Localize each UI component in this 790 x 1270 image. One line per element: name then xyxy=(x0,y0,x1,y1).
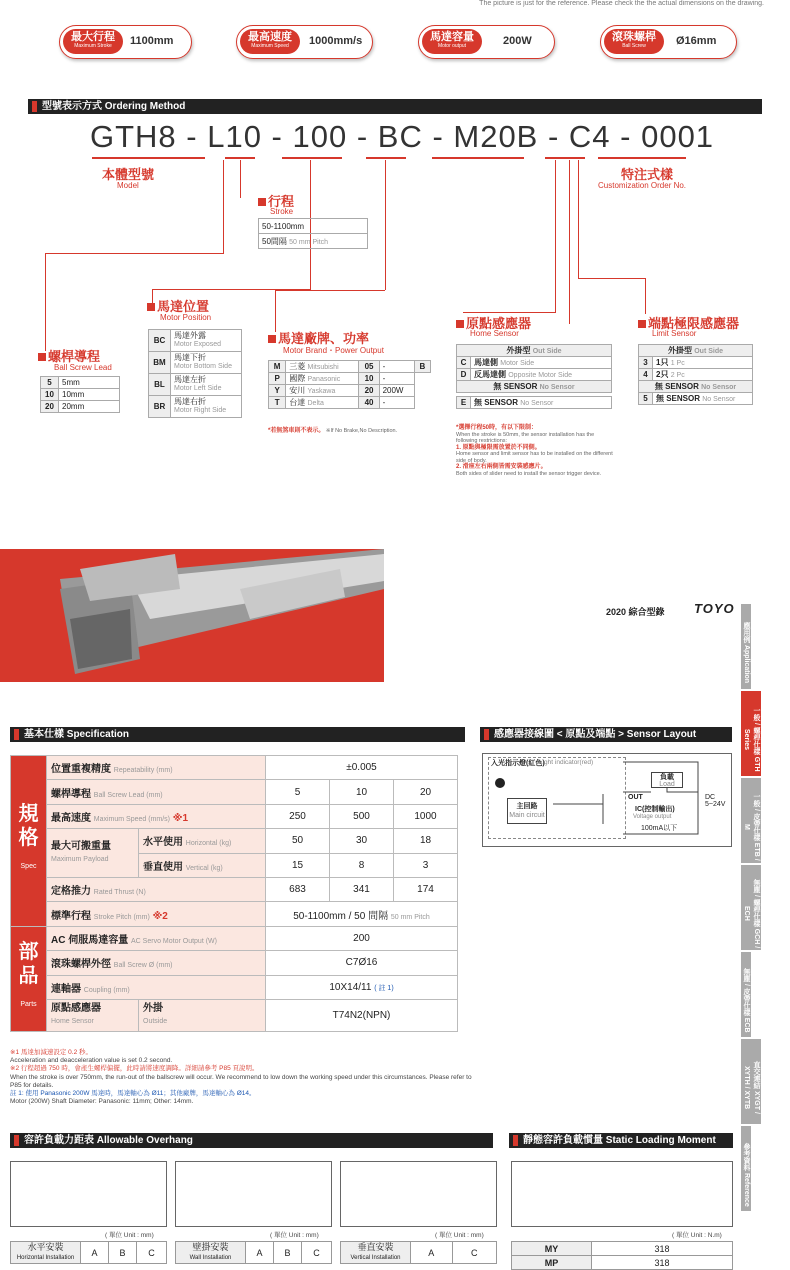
spec-group: 規格 Spec xyxy=(11,756,47,927)
stroke-label: 行程 xyxy=(258,191,294,210)
model-label: 本體型號 xyxy=(102,167,155,182)
tab-gch[interactable]: 無塵 / 螺桿仕樣 GCH / ECH xyxy=(741,865,761,952)
model-code: GTH8 - L10 - 100 - BC - M20B - C4 - 0001 xyxy=(90,119,715,154)
home-sensor-table: 外掛型 Out Side C 馬達側 Motor Side D 反馬達側 Opposite Motor Side 無 SENSOR No Sensor E 無 SENSOR No Sensor xyxy=(456,344,612,409)
overhang-title: 容許負載力距表 Allowable Overhang xyxy=(10,1133,493,1148)
ordering-title: 型號表示方式 Ordering Method xyxy=(28,99,762,114)
stroke-table: 50-1100mm 50間隔 50 mm Pitch xyxy=(258,218,368,249)
position-table: BC 馬達外露 Motor Exposed BM 馬達下折 Motor Bottom Side BL 馬達左折 Motor Left Side BR 馬達右折 Motor Right Side xyxy=(148,329,242,418)
product-hero xyxy=(0,549,384,682)
spec-pill-speed: 最高速度 Maximum Speed 1000mm/s xyxy=(236,25,373,59)
overhang-horizontal-table: 水平安裝 Horizontal Installation A B C xyxy=(10,1241,167,1264)
moment-table: MY 318 MP 318 xyxy=(511,1241,733,1270)
sensor-diagram: 入光指示燈(紅色) Light indicator(red) 主回路 Main circuit OUT IC(控制輸出) Voltage output 100mA以下 負載 Load DC 5~24V xyxy=(482,753,732,847)
section-tabs xyxy=(741,604,790,1213)
spec-table: 規格 Spec 位置重複精度 Repeatability (mm) ±0.005 螺桿導程 Ball Screw Lead (mm) 5 10 20 最高速度 Maximum Speed (mm/s) ※1 250 500 1000 最大可搬重量 Maximum Payload 水平使用 Horizontal (kg) 50 30 18 垂直使用 Vertical (kg) 15 8 3 定格推力 Rated Thrust (N) 683 341 174 標準行程 Stroke Pitch (mm) ※2 50-1100mm / 50 間隔 50 mm Pitch 部品 Parts AC 伺服馬達容量 AC Servo Motor Output (W) 200 滾珠螺桿外徑 Ball Screw Ø (mm) C7Ø16 連軸器 Coupling (mm) 10X14/11 ( 註 1) 原點感應器 Home Sensor 外掛 Outside T74N2(NPN) xyxy=(10,755,458,1032)
overhang-wall-table: 壁掛安裝 Wall Installation A B C xyxy=(175,1241,332,1264)
spec-pill-screw: 滾珠螺桿 Ball Screw Ø16mm xyxy=(600,25,737,59)
spec-pill-motor: 馬達容量 Motor output 200W xyxy=(418,25,555,59)
spec-title: 基本仕樣 Specification xyxy=(10,727,465,742)
disclaimer: The picture is just for the reference. Please check the the actual dimensions on the drawing. xyxy=(479,0,764,7)
tab-gth[interactable]: 一般 / 螺桿仕樣 GTH Series xyxy=(741,691,761,778)
sensor-title: 感應器接線圖 < 原點及端點 > Sensor Layout xyxy=(480,727,732,742)
spec-pill-stroke: 最大行程 Maximum Stroke 1100mm xyxy=(59,25,192,59)
brand-table: M 三菱 Mitsubishi 05 - B P 國際 Panasonic 10 - Y 安川 Yaskawa 20 200W T 台達 Delta 40 - xyxy=(268,360,431,409)
custom-label: 特注式樣 xyxy=(621,167,674,182)
home-sensor-label: 原點感應器 xyxy=(456,313,531,332)
tab-ecb[interactable]: 無塵 / 皮帶仕樣 ECB xyxy=(741,952,751,1039)
catalog-year: 2020 綜合型錄 xyxy=(606,607,665,617)
tab-etb[interactable]: 一般 / 皮帶仕樣 ETB / M xyxy=(741,778,761,865)
overhang-wall-diagram xyxy=(175,1161,332,1227)
toyo-logo: TOYO xyxy=(694,601,735,616)
lead-label: 螺桿導程 xyxy=(38,346,100,365)
limit-sensor-label: 端點極限感應器 xyxy=(638,313,739,332)
tab-application[interactable]: 應用例 Application xyxy=(741,604,751,691)
overhang-horizontal-diagram xyxy=(10,1161,167,1227)
moment-diagram xyxy=(511,1161,733,1227)
brand-label: 馬達廠牌、功率 xyxy=(268,328,369,347)
lead-table: 5 5mm 10 10mm 20 20mm xyxy=(40,376,120,413)
spec-footnotes: ※1 馬達加減速設定 0.2 秒。 Acceleration and deacceleration value is set 0.2 second. ※2 行程超過 750 時，會產生螺桿偏擺，此時請將速度調降。詳細請參考 P85 頁說明。 When the stroke is over 750mm, the run-out of the ballscrew will occur. We recommend to low down the working speed under this circumstances. Please refer to P85 for details. 註 1: 使用 Panasonic 200W 馬達時，馬達軸心為 Ø11；其他廠牌，馬達軸心為 Ø14。 Motor (200W) Shaft Diameter: Panasonic: 11mm; Other: 14mm. xyxy=(10,1049,472,1106)
overhang-vertical-diagram xyxy=(340,1161,497,1227)
tab-reference[interactable]: 參考資料 Reference xyxy=(741,1126,751,1213)
position-label: 馬達位置 xyxy=(147,296,209,315)
moment-title: 靜態容許負載慣量 Static Loading Moment xyxy=(509,1133,733,1148)
overhang-vertical-table: 垂直安裝 Vertical Installation A C xyxy=(340,1241,497,1264)
tab-xy[interactable]: 直交連結 XYGT / XYTH / XYTB xyxy=(741,1039,761,1126)
limit-sensor-table: 外掛型 Out Side 3 1只 1 Pc 4 2只 2 Pc 無 SENSOR No Sensor 5 無 SENSOR No Sensor xyxy=(638,344,753,405)
actuator-illustration xyxy=(0,549,384,682)
